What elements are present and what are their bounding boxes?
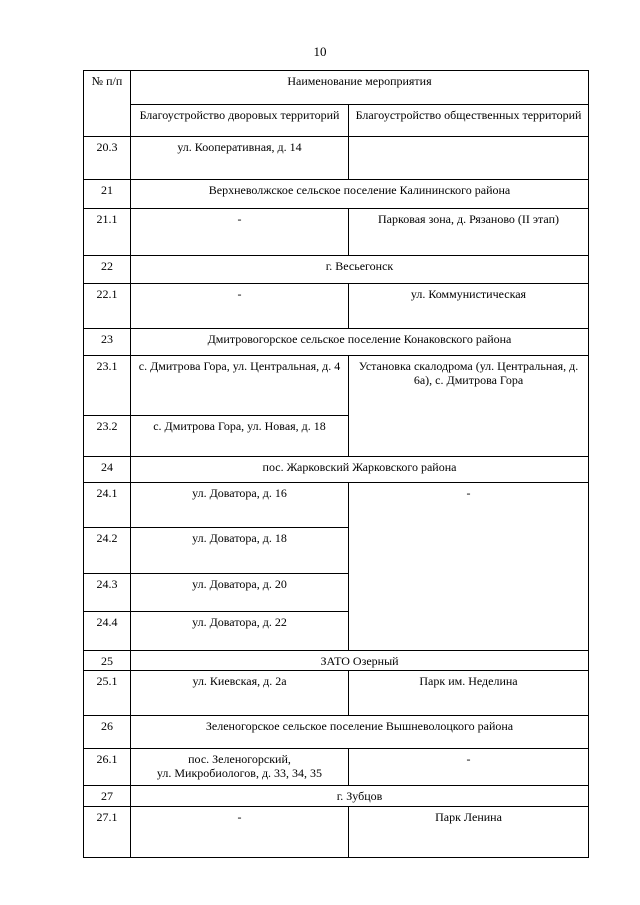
public-cell: Парк им. Неделина [349, 671, 589, 716]
table-row [84, 137, 589, 180]
row-number: 26.1 [84, 749, 131, 786]
yard-line: ул. Микробиологов, д. 33, 34, 35 [156, 766, 323, 780]
row-number: 26 [84, 716, 131, 749]
row-number: 24 [84, 457, 131, 483]
page-number: 10 [313, 44, 327, 59]
yard-cell: с. Дмитрова Гора, ул. Центральная, д. 4 [131, 356, 349, 416]
row-number: 24.3 [84, 574, 131, 612]
yard-cell [131, 749, 349, 786]
row-number: 27 [84, 786, 131, 807]
row-number: 27.1 [84, 807, 131, 858]
section-row [84, 651, 589, 671]
section-row [84, 786, 589, 807]
header-title: Наименование мероприятия [287, 74, 432, 88]
table-row [84, 671, 589, 716]
table-row [84, 356, 589, 416]
header-public-cell [349, 105, 589, 137]
header-num: № п/п [91, 74, 123, 88]
header-title-cell [131, 71, 589, 105]
yard-cell: - [131, 209, 349, 256]
table-row [84, 483, 589, 528]
section-name: Зеленогорское сельское поселение Вышневолоцкого района [131, 716, 589, 749]
public-cell: - [349, 749, 589, 786]
section-name: ЗАТО Озерный [131, 651, 589, 671]
row-number: 24.1 [84, 483, 131, 528]
public-cell [349, 137, 589, 180]
section-row [84, 256, 589, 284]
table-subheader-row [84, 105, 589, 137]
row-number: 20.3 [84, 137, 131, 180]
yard-cell: ул. Доватора, д. 20 [131, 574, 349, 612]
header-public: Благоустройство общественных территорий [355, 108, 582, 122]
yard-cell: ул. Доватора, д. 18 [131, 528, 349, 574]
section-row [84, 329, 589, 356]
row-number: 25.1 [84, 671, 131, 716]
yard-cell: ул. Кооперативная, д. 14 [131, 137, 349, 180]
row-number: 21.1 [84, 209, 131, 256]
public-cell: Парковая зона, д. Рязаново (II этап) [349, 209, 589, 256]
table-row [84, 209, 589, 256]
row-number: 23 [84, 329, 131, 356]
section-name: г. Весьегонск [131, 256, 589, 284]
yard-cell: ул. Киевская, д. 2а [131, 671, 349, 716]
public-cell: Установка скалодрома (ул. Центральная, д. 6а), с. Дмитрова Гора [349, 356, 589, 457]
row-number: 25 [84, 651, 131, 671]
row-number: 21 [84, 180, 131, 209]
table-row [84, 284, 589, 329]
yard-cell: - [131, 284, 349, 329]
row-number: 22.1 [84, 284, 131, 329]
yard-cell: ул. Доватора, д. 22 [131, 612, 349, 651]
section-name: Дмитровогорское сельское поселение Конаковского района [131, 329, 589, 356]
table-row [84, 749, 589, 786]
table-header-row [84, 71, 589, 105]
section-name: Верхневолжское сельское поселение Калининского района [131, 180, 589, 209]
section-row [84, 716, 589, 749]
row-number: 22 [84, 256, 131, 284]
yard-line: пос. Зеленогорский, [188, 752, 291, 766]
yard-cell: - [131, 807, 349, 858]
row-number: 23.2 [84, 416, 131, 457]
section-name: пос. Жарковский Жарковского района [131, 457, 589, 483]
section-row [84, 180, 589, 209]
section-name: г. Зубцов [131, 786, 589, 807]
measures-table [83, 70, 589, 858]
header-num-cell [84, 71, 131, 137]
row-number: 24.2 [84, 528, 131, 574]
public-cell: - [349, 483, 589, 651]
public-cell: Парк Ленина [349, 807, 589, 858]
header-yard-cell [131, 105, 349, 137]
header-yard: Благоустройство дворовых территорий [139, 108, 340, 122]
table-row [84, 807, 589, 858]
row-number: 23.1 [84, 356, 131, 416]
yard-cell: с. Дмитрова Гора, ул. Новая, д. 18 [131, 416, 349, 457]
row-number: 24.4 [84, 612, 131, 651]
public-cell: ул. Коммунистическая [349, 284, 589, 329]
yard-cell: ул. Доватора, д. 16 [131, 483, 349, 528]
section-row [84, 457, 589, 483]
